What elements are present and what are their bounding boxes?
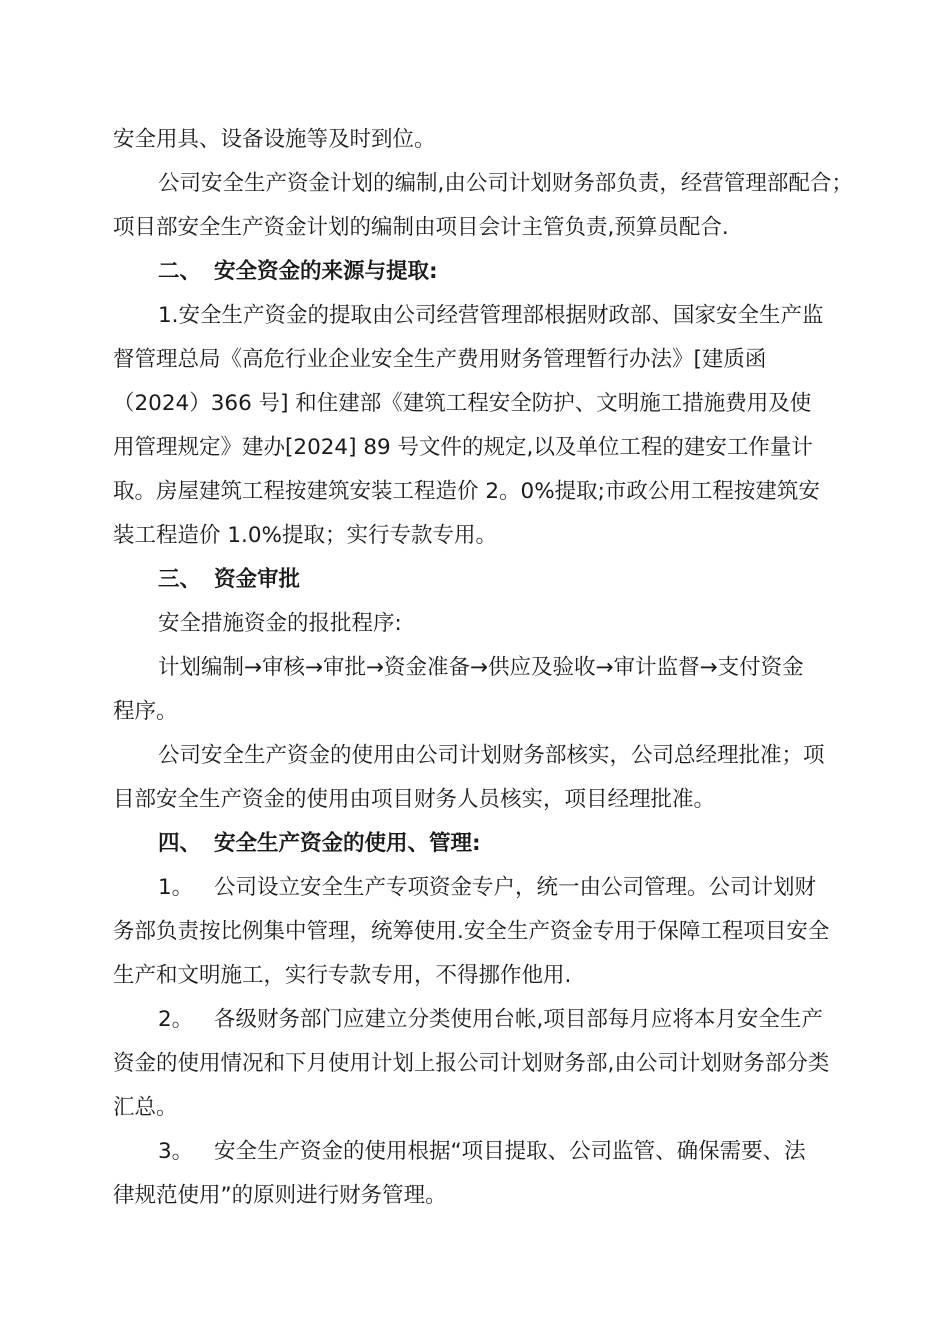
paragraph-line: 目部安全生产资金的使用由项目财务人员核实，项目经理批准。: [113, 787, 716, 812]
section-heading-2: [113, 250, 863, 294]
paragraph-line: 用管理规定》建办[2024] 89 号文件的规定,以及单位工程的建安工作量计: [113, 435, 813, 460]
paragraph-line: 安全用具、设备设施等及时到位。: [113, 127, 436, 152]
paragraph-line: 公司安全生产资金计划的编制,由公司计划财务部负责，经营管理部配合；: [158, 171, 853, 196]
paragraph-line: 1.安全生产资金的提取由公司经营管理部根据财政部、国家安全生产监: [158, 303, 824, 328]
paragraph-line: 公司安全生产资金的使用由公司计划财务部核实，公司总经理批准；项: [158, 743, 825, 768]
paragraph-line: 装工程造价 1.0%提取；实行专款专用。: [113, 523, 497, 548]
section-number: 四、: [158, 831, 202, 856]
item-number: 1。: [158, 875, 194, 900]
document-page: [113, 118, 863, 1218]
list-item-3: [113, 1130, 863, 1174]
section-heading-4: [113, 822, 863, 866]
list-item-2: [113, 998, 863, 1042]
item-number: 3。: [158, 1139, 194, 1164]
paragraph-line: 取。房屋建筑工程按建筑安装工程造价 2。0%提取;市政公用工程按建筑安: [113, 479, 820, 504]
paragraph-line: 项目部安全生产资金计划的编制由项目会计主管负责,预算员配合.: [113, 215, 729, 240]
item-text: 各级财务部门应建立分类使用台帐,项目部每月应将本月安全生产: [214, 1007, 823, 1032]
list-item-1: [113, 866, 863, 910]
paragraph-line: 生产和文明施工，实行专款专用，不得挪作他用.: [113, 963, 572, 988]
section-title: 资金审批: [214, 567, 301, 592]
paragraph-line: 督管理总局《高危行业企业安全生产费用财务管理暂行办法》[建质函: [113, 347, 767, 372]
section-title: 安全生产资金的使用、管理:: [214, 831, 481, 856]
item-text: 安全生产资金的使用根据“项目提取、公司监管、确保需要、法: [214, 1139, 806, 1164]
section-title: 安全资金的来源与提取:: [214, 259, 438, 284]
item-number: 2。: [158, 1007, 194, 1032]
paragraph-line: 计划编制→审核→审批→资金准备→供应及验收→审计监督→支付资金: [158, 655, 804, 680]
paragraph-line: 资金的使用情况和下月使用计划上报公司计划财务部,由公司计划财务部分类: [113, 1051, 830, 1076]
section-number: 二、: [158, 259, 202, 284]
paragraph-line: 务部负责按比例集中管理，统筹使用.安全生产资金专用于保障工程项目安全: [113, 919, 830, 944]
paragraph-line: 安全措施资金的报批程序:: [158, 611, 402, 636]
paragraph-line: 程序。: [113, 699, 178, 724]
section-number: 三、: [158, 567, 202, 592]
section-heading-3: [113, 558, 863, 602]
paragraph-line: （2024）366 号] 和住建部《建筑工程安全防护、文明施工措施费用及使: [113, 391, 812, 416]
paragraph-line: 律规范使用”的原则进行财务管理。: [113, 1183, 447, 1208]
item-text: 公司设立安全生产专项资金专户，统一由公司管理。公司计划财: [214, 875, 817, 900]
paragraph-line: 汇总。: [113, 1095, 178, 1120]
